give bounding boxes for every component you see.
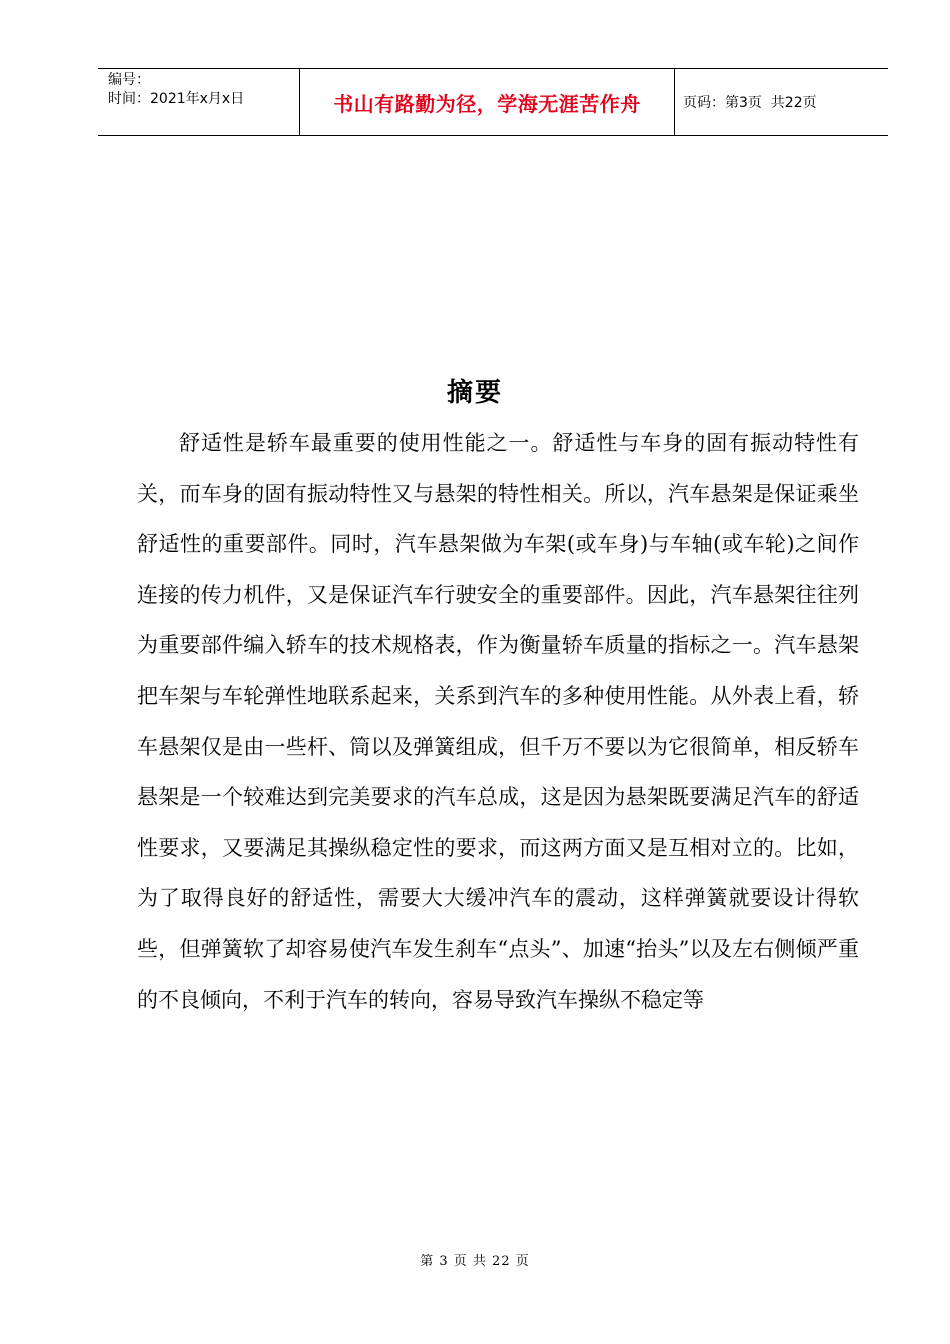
page-header xyxy=(98,68,888,136)
header-page-label: 页码：第3页 共22页 xyxy=(683,95,817,111)
header-motto: 书山有路勤为径，学海无涯苦作舟 xyxy=(300,69,675,135)
page-footer: 第 3 页 共 22 页 xyxy=(420,1254,530,1269)
document-time-label: 时间：2021年x月x日 xyxy=(108,91,245,107)
header-meta xyxy=(98,69,300,135)
document-title: 摘要 xyxy=(446,378,503,408)
document-number-label: 编号： xyxy=(108,72,150,88)
abstract-paragraph: 舒适性是轿车最重要的使用性能之一。舒适性与车身的固有振动特性有关，而车身的固有振动特性又与悬架的特性相关。所以，汽车悬架是保证乘坐舒适性的重要部件。同时，汽车悬架做为车架(或车身)与车轴(或车轮)之间作连接的传力机件，又是保证汽车行驶安全的重要部件。因此，汽车悬架往往列为重要部件编入轿车的技术规格表，作为衡量轿车质量的指标之一。汽车悬架把车架与车轮弹性地联系起来，关系到汽车的多种使用性能。从外表上看，轿车悬架仅是由一些杆、筒以及弹簧组成，但千万不要以为它很简单，相反轿车悬架是一个较难达到完美要求的汽车总成，这是因为悬架既要满足汽车的舒适性要求，又要满足其操纵稳定性的要求，而这两方面又是互相对立的。比如，为了取得良好的舒适性，需要大大缓冲汽车的震动，这样弹簧就要设计得软些，但弹簧软了却容易使汽车发生刹车“点头”、加速“抬头”以及左右侧倾严重的不良倾向，不利于汽车的转向，容易导致汽车操纵不稳定等 xyxy=(137,431,859,1012)
